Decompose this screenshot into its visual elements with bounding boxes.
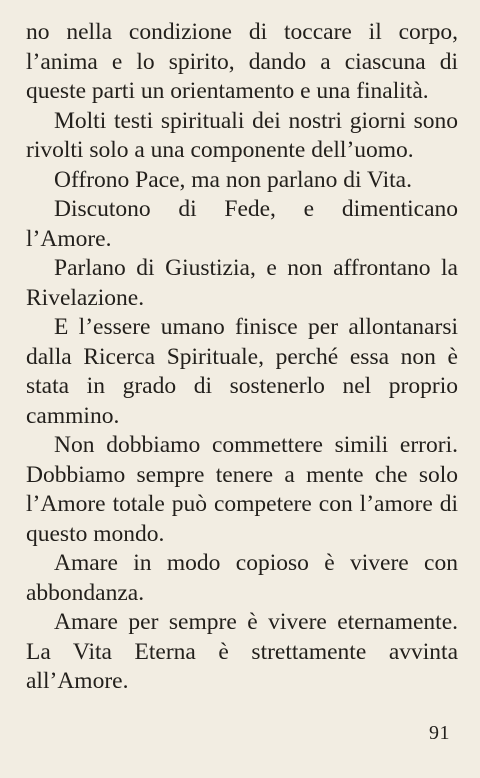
paragraph-9: Amare per sempre è vivere eternamente. La Vita Eterna è strettamente avvinta all’Amore.: [26, 609, 458, 694]
paragraph-4: Discutono di Fede, e dimenticano l’Amore.: [26, 196, 458, 252]
paragraph-6: E l’essere umano finisce per allontanarsi dalla Ricerca Spirituale, perché essa non è stata in grado di sostenerlo nel proprio cammino.: [26, 314, 458, 429]
paragraph-1: no nella condizione di toccare il corpo, l’anima e lo spirito, dando a ciascuna di queste parti un orientamento e una finalità.: [26, 19, 458, 104]
paragraph-7: Non dobbiamo commettere simili errori. Dobbiamo sempre tenere a mente che solo l’Amore totale può competere con l’amore di questo mondo.: [26, 432, 458, 547]
page-number: 91: [429, 722, 450, 744]
paragraph-3: Offrono Pace, ma non parlano di Vita.: [54, 166, 412, 193]
body-text: [26, 18, 458, 697]
paragraph-5: Parlano di Giustizia, e non affrontano la Rivelazione.: [26, 255, 458, 311]
paragraph-8: Amare in modo copioso è vivere con abbondanza.: [26, 550, 458, 606]
paragraph-2: Molti testi spirituali dei nostri giorni sono rivolti solo a una componente dell’uomo.: [26, 107, 458, 163]
